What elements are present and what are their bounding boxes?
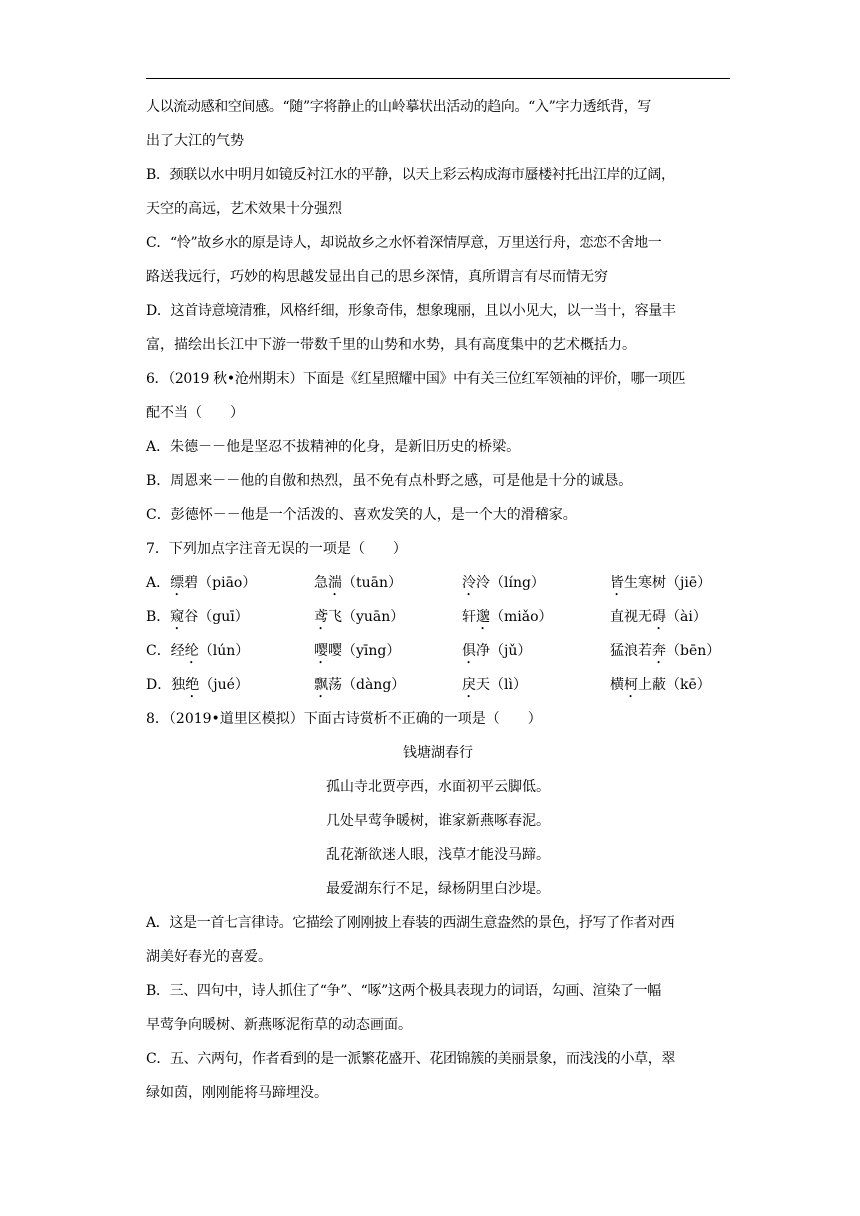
emphasized-char: 飘 (314, 677, 328, 693)
text-line: 湖美好春光的喜爱。 (146, 949, 272, 965)
question-7-option-row (146, 572, 730, 606)
option-label: C． (146, 643, 171, 659)
pinyin-item: 戾天（lì） (462, 677, 527, 693)
option-label: B． (146, 609, 171, 625)
emphasized-char: 泠 (462, 575, 476, 591)
text-line: 早莺争向暖树、新燕啄泥衔草的动态画面。 (146, 1017, 412, 1033)
pinyin-item: B．窥谷（guī） (146, 609, 249, 625)
option-label: D． (146, 677, 172, 693)
emphasized-char: 碍 (652, 609, 666, 625)
emphasized-char: 绝 (185, 677, 200, 693)
pinyin-item: 轩邈（miǎo） (462, 609, 553, 625)
pinyin-item: 嘤嘤（yīng） (314, 643, 401, 659)
question-8-option-c: C．五、六两句，作者看到的是一派繁花盛开、花团锦簇的美丽景象，而浅浅的小草，翠 (146, 1051, 676, 1067)
emphasized-char: 湍 (328, 575, 342, 591)
question-6-option-b: B．周恩来－－他的自傲和热烈，虽不免有点朴野之感，可是他是十分的诚恳。 (146, 473, 633, 489)
pinyin-item: 急湍（tuān） (314, 575, 403, 591)
option-c: C．“怜”故乡水的原是诗人，却说故乡之水怀着深情厚意，万里送行舟，恋恋不舍地一 (146, 235, 662, 251)
emphasized-char: 奔 (652, 643, 666, 659)
option-label: A． (146, 575, 171, 591)
question-7-option-row (146, 674, 730, 708)
emphasized-char: 邈 (476, 609, 490, 625)
question-8-option-b: B．三、四句中，诗人抓住了“争”、“啄”这两个极具表现力的词语，勾画、渲染了一幅 (146, 983, 661, 999)
question-7-option-row (146, 640, 730, 674)
emphasized-char: 皆 (610, 575, 624, 591)
pinyin-item: 飘荡（dàng） (314, 677, 406, 693)
text-line: 富，描绘出长江中下游一带数千里的山势和水势，具有高度集中的艺术概括力。 (146, 337, 636, 353)
question-6-option-a: A．朱德－－他是坚忍不拔精神的化身，是新旧历史的桥梁。 (146, 439, 521, 455)
pinyin-item: 泠泠（líng） (462, 575, 545, 591)
option-b: B．颈联以水中明月如镜反衬江水的平静，以天上彩云构成海市蜃楼衬托出江岸的辽阔， (146, 167, 675, 183)
emphasized-char: 柯 (624, 677, 638, 693)
question-8-stem: 8．（2019•道里区模拟）下面古诗赏析不正确的一项是（ ） (146, 711, 542, 727)
emphasized-char: 嘤 (314, 643, 328, 659)
question-7-options (146, 572, 730, 708)
emphasized-char: 鸢 (314, 609, 328, 625)
text-line: 出了大江的气势 (146, 133, 244, 149)
pinyin-item: 皆生寒树（jiē） (610, 575, 712, 591)
poem-line: 几处早莺争暖树，谁家新燕啄春泥。 (326, 813, 550, 829)
pinyin-item: 直视无碍（ài） (610, 609, 707, 625)
emphasized-char: 窥 (170, 609, 185, 625)
poem-line: 孤山寺北贾亭西，水面初平云脚低。 (326, 779, 550, 795)
pinyin-item: C．经纶（lún） (146, 643, 250, 659)
question-6-stem: 6．（2019 秋•沧州期末）下面是《红星照耀中国》中有关三位红军领袖的评价，哪一项匹 (146, 371, 686, 387)
question-6-option-c: C．彭德怀－－他是一个活泼的、喜欢发笑的人，是一个大的滑稽家。 (146, 507, 577, 523)
text-line: 绿如茵，刚刚能将马蹄埋没。 (146, 1085, 328, 1101)
emphasized-char: 俱 (462, 643, 476, 659)
emphasized-char: 缥 (170, 575, 185, 591)
text-line: 路送我远行，巧妙的构思越发显出自己的思乡深情，真所谓言有尽而情无穷 (146, 269, 608, 285)
emphasized-char: 戾 (462, 677, 476, 693)
pinyin-item: A．缥碧（piāo） (146, 575, 257, 591)
pinyin-item: D．独绝（jué） (146, 677, 249, 693)
question-6-stem-cont: 配不当（ ） (146, 405, 244, 421)
question-7-stem: 7．下列加点字注音无误的一项是（ ） (146, 541, 407, 557)
poem-title: 钱塘湖春行 (403, 745, 473, 761)
poem-line: 乱花渐欲迷人眼，浅草才能没马蹄。 (326, 847, 550, 863)
pinyin-item: 猛浪若奔（bēn） (610, 643, 721, 659)
question-8-option-a: A．这是一首七言律诗。它描绘了刚刚披上春装的西湖生意盎然的景色，抒写了作者对西 (146, 915, 675, 931)
pinyin-item: 鸢飞（yuān） (314, 609, 405, 625)
page-content (146, 96, 730, 1116)
pinyin-item: 横柯上蔽（kē） (610, 677, 711, 693)
poem-line: 最爱湖东行不足，绿杨阴里白沙堤。 (326, 881, 550, 897)
pinyin-item: 俱净（jǔ） (462, 643, 532, 659)
text-line: 天空的高远，艺术效果十分强烈 (146, 201, 342, 217)
text-line: 人以流动感和空间感。“随”字将静止的山岭摹状出活动的趋向。“入”字力透纸背，写 (146, 99, 651, 115)
emphasized-char: 纶 (184, 643, 199, 659)
option-d: D．这首诗意境清雅，风格纤细，形象奇伟，想象瑰丽，且以小见大，以一当十，容量丰 (146, 303, 676, 319)
question-7-option-row (146, 606, 730, 640)
header-rule (146, 78, 730, 79)
